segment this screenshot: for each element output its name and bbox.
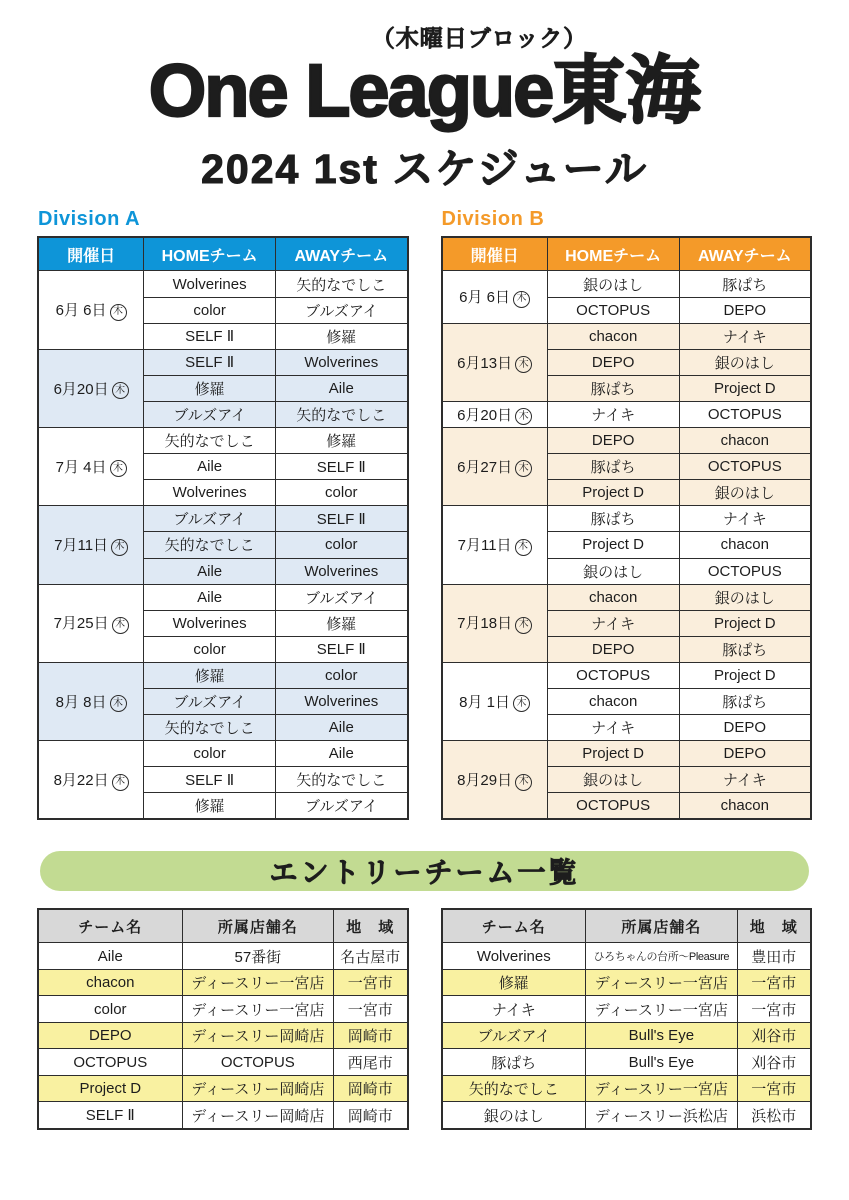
home-team-cell: ナイキ <box>547 715 679 741</box>
date-group <box>442 271 812 323</box>
entry-table-left <box>37 908 409 1130</box>
region-cell: 岡崎市 <box>334 1022 408 1049</box>
entry-table-body <box>442 943 812 1129</box>
division-b-section <box>441 208 813 820</box>
date-text: 7月11日 <box>457 537 512 555</box>
date-col-header: 開催日 <box>38 237 144 271</box>
date-group <box>38 349 408 427</box>
date-text: 6月13日 <box>457 354 513 372</box>
home-team-cell: 矢的なでしこ <box>144 532 276 558</box>
region-cell: 豊田市 <box>737 943 811 970</box>
away-team-cell: ブルズアイ <box>276 584 408 610</box>
home-team-cell: SELF Ⅱ <box>144 767 276 793</box>
team-name-cell: color <box>38 996 182 1023</box>
date-group <box>442 584 812 662</box>
date-group <box>442 428 812 506</box>
home-team-cell: color <box>144 297 276 323</box>
away-team-cell: 豚ぱち <box>679 271 811 297</box>
team-row <box>38 1049 408 1076</box>
entry-section <box>0 908 849 1130</box>
home-team-cell: Wolverines <box>144 480 276 506</box>
away-team-cell: 銀のはし <box>679 349 811 375</box>
match-row <box>442 401 812 427</box>
date-cell <box>442 506 548 584</box>
team-row <box>38 943 408 970</box>
region-cell: 一宮市 <box>334 969 408 996</box>
home-team-cell: ブルズアイ <box>144 506 276 532</box>
date-cell <box>442 323 548 401</box>
store-name-cell: Bull's Eye <box>586 1049 737 1076</box>
date-cell <box>38 741 144 820</box>
date-group <box>38 506 408 584</box>
date-cell <box>38 271 144 349</box>
date-cell <box>38 662 144 740</box>
region-col-header: 地 域 <box>737 909 811 943</box>
away-team-cell: Project D <box>679 610 811 636</box>
thursday-circle-icon: 木 <box>110 695 127 712</box>
schedule-table-head <box>38 237 408 271</box>
team-col-header: チーム名 <box>38 909 182 943</box>
block-note: （木曜日ブロック） <box>371 25 588 51</box>
team-row <box>38 969 408 996</box>
match-row <box>38 428 408 454</box>
home-team-cell: ナイキ <box>547 401 679 427</box>
match-row <box>442 741 812 767</box>
thursday-circle-icon: 木 <box>515 356 532 373</box>
away-team-cell: chacon <box>679 428 811 454</box>
thursday-circle-icon: 木 <box>112 382 129 399</box>
date-text: 7月18日 <box>457 615 513 633</box>
home-team-cell: chacon <box>547 584 679 610</box>
home-team-cell: ブルズアイ <box>144 401 276 427</box>
home-team-cell: ナイキ <box>547 610 679 636</box>
away-team-cell: SELF Ⅱ <box>276 636 408 662</box>
region-cell: 西尾市 <box>334 1049 408 1076</box>
team-name-cell: DEPO <box>38 1022 182 1049</box>
team-row <box>442 1022 812 1049</box>
entry-banner <box>40 851 809 891</box>
date-cell <box>38 428 144 506</box>
subtitle: 2024 1st スケジュール <box>201 146 648 193</box>
away-team-cell: Aile <box>276 715 408 741</box>
home-col-header: HOMEチーム <box>144 237 276 271</box>
header-row <box>38 237 408 271</box>
date-group <box>38 428 408 506</box>
store-name-cell: ディースリー一宮店 <box>586 1075 737 1102</box>
home-team-cell: OCTOPUS <box>547 297 679 323</box>
store-name-cell: ディースリー浜松店 <box>586 1102 737 1129</box>
away-team-cell: Project D <box>679 662 811 688</box>
thursday-circle-icon: 木 <box>515 460 532 477</box>
team-name-cell: Project D <box>38 1075 182 1102</box>
away-team-cell: 矢的なでしこ <box>276 271 408 297</box>
away-team-cell: 豚ぱち <box>679 688 811 714</box>
home-team-cell: DEPO <box>547 349 679 375</box>
away-team-cell: chacon <box>679 793 811 820</box>
entry-table-right <box>441 908 813 1130</box>
team-row <box>442 1075 812 1102</box>
thursday-circle-icon: 木 <box>513 291 530 308</box>
date-group <box>38 271 408 349</box>
away-team-cell: Wolverines <box>276 349 408 375</box>
match-row <box>442 323 812 349</box>
region-cell: 岡崎市 <box>334 1102 408 1129</box>
region-cell: 浜松市 <box>737 1102 811 1129</box>
region-cell: 一宮市 <box>737 969 811 996</box>
home-team-cell: Aile <box>144 558 276 584</box>
away-team-cell: 修羅 <box>276 610 408 636</box>
home-team-cell: SELF Ⅱ <box>144 323 276 349</box>
date-group <box>442 323 812 401</box>
team-name-cell: Aile <box>38 943 182 970</box>
away-team-cell: 矢的なでしこ <box>276 767 408 793</box>
region-cell: 刈谷市 <box>737 1049 811 1076</box>
poster-header <box>0 0 849 195</box>
match-row <box>442 271 812 297</box>
match-row <box>38 349 408 375</box>
away-team-cell: Aile <box>276 375 408 401</box>
away-team-cell: DEPO <box>679 715 811 741</box>
home-team-cell: DEPO <box>547 636 679 662</box>
home-team-cell: color <box>144 636 276 662</box>
date-cell <box>442 662 548 740</box>
thursday-circle-icon: 木 <box>515 539 532 556</box>
header-row <box>442 237 812 271</box>
date-cell <box>38 506 144 584</box>
store-name-cell: ディースリー一宮店 <box>586 996 737 1023</box>
date-text: 8月29日 <box>457 772 513 790</box>
match-row <box>38 271 408 297</box>
team-row <box>38 1022 408 1049</box>
store-name-cell: ディースリー岡崎店 <box>182 1075 333 1102</box>
division-a-label: Division A <box>38 208 141 231</box>
away-team-cell: 矢的なでしこ <box>276 401 408 427</box>
match-row <box>442 662 812 688</box>
away-team-cell: DEPO <box>679 741 811 767</box>
away-team-cell: OCTOPUS <box>679 558 811 584</box>
away-col-header: AWAYチーム <box>679 237 811 271</box>
page-title <box>0 49 849 132</box>
match-row <box>38 584 408 610</box>
thursday-circle-icon: 木 <box>515 617 532 634</box>
match-row <box>442 506 812 532</box>
team-row <box>38 1102 408 1129</box>
entry-table-body <box>38 943 408 1129</box>
thursday-circle-icon: 木 <box>112 617 129 634</box>
date-text: 8月 8日 <box>55 693 107 711</box>
store-name-cell: ディースリー一宮店 <box>586 969 737 996</box>
home-team-cell: color <box>144 741 276 767</box>
team-row <box>38 1075 408 1102</box>
home-team-cell: chacon <box>547 688 679 714</box>
date-cell <box>442 271 548 323</box>
away-team-cell: ナイキ <box>679 506 811 532</box>
match-row <box>38 662 408 688</box>
match-row <box>442 428 812 454</box>
team-name-cell: 矢的なでしこ <box>442 1075 586 1102</box>
team-name-cell: 豚ぱち <box>442 1049 586 1076</box>
date-text: 6月 6日 <box>55 302 107 320</box>
home-team-cell: 銀のはし <box>547 558 679 584</box>
store-name-cell: ディースリー一宮店 <box>182 969 333 996</box>
date-cell <box>38 584 144 662</box>
home-team-cell: OCTOPUS <box>547 662 679 688</box>
home-team-cell: Project D <box>547 480 679 506</box>
date-text: 8月22日 <box>53 772 109 790</box>
away-team-cell: Wolverines <box>276 688 408 714</box>
home-team-cell: chacon <box>547 323 679 349</box>
team-name-cell: chacon <box>38 969 182 996</box>
away-team-cell: OCTOPUS <box>679 454 811 480</box>
team-name-cell: 修羅 <box>442 969 586 996</box>
header-row <box>442 909 812 943</box>
team-row <box>442 943 812 970</box>
team-row <box>442 969 812 996</box>
team-name-cell: ナイキ <box>442 996 586 1023</box>
team-name-cell: SELF Ⅱ <box>38 1102 182 1129</box>
schedule-section <box>0 208 849 820</box>
date-text: 7月 4日 <box>55 458 107 476</box>
region-cell: 岡崎市 <box>334 1075 408 1102</box>
home-team-cell: 銀のはし <box>547 271 679 297</box>
date-group <box>442 662 812 740</box>
title-cjk: 東海 <box>552 49 701 132</box>
store-name-cell: OCTOPUS <box>182 1049 333 1076</box>
home-team-cell: Aile <box>144 454 276 480</box>
date-text: 7月25日 <box>53 615 109 633</box>
thursday-circle-icon: 木 <box>111 539 128 556</box>
store-name-cell: Bull's Eye <box>586 1022 737 1049</box>
date-group <box>442 741 812 820</box>
store-name-cell: 57番街 <box>182 943 333 970</box>
store-name-cell: ひろちゃんの台所～Pleasure <box>586 943 737 970</box>
home-team-cell: 銀のはし <box>547 767 679 793</box>
home-team-cell: OCTOPUS <box>547 793 679 820</box>
entry-banner-label: エントリーチーム一覧 <box>269 857 580 889</box>
team-row <box>442 996 812 1023</box>
thursday-circle-icon: 木 <box>112 774 129 791</box>
title-latin: One League <box>148 49 553 132</box>
date-col-header: 開催日 <box>442 237 548 271</box>
date-group <box>38 662 408 740</box>
date-cell <box>442 401 548 427</box>
team-name-cell: Wolverines <box>442 943 586 970</box>
home-team-cell: 豚ぱち <box>547 506 679 532</box>
away-team-cell: ナイキ <box>679 767 811 793</box>
store-name-cell: ディースリー岡崎店 <box>182 1102 333 1129</box>
thursday-circle-icon: 木 <box>110 460 127 477</box>
match-row <box>38 741 408 767</box>
away-team-cell: Project D <box>679 375 811 401</box>
region-cell: 名古屋市 <box>334 943 408 970</box>
date-text: 8月 1日 <box>459 693 511 711</box>
away-team-cell: SELF Ⅱ <box>276 454 408 480</box>
team-name-cell: ブルズアイ <box>442 1022 586 1049</box>
date-text: 6月20日 <box>53 380 109 398</box>
team-row <box>442 1049 812 1076</box>
date-group <box>38 584 408 662</box>
thursday-circle-icon: 木 <box>513 695 530 712</box>
team-name-cell: OCTOPUS <box>38 1049 182 1076</box>
away-team-cell: chacon <box>679 532 811 558</box>
store-name-cell: ディースリー岡崎店 <box>182 1022 333 1049</box>
store-col-header: 所属店舗名 <box>182 909 333 943</box>
home-team-cell: Wolverines <box>144 271 276 297</box>
home-team-cell: Project D <box>547 741 679 767</box>
entry-table-head <box>38 909 408 943</box>
date-cell <box>442 741 548 820</box>
date-cell <box>442 428 548 506</box>
away-team-cell: 修羅 <box>276 323 408 349</box>
match-row <box>38 506 408 532</box>
away-team-cell: 銀のはし <box>679 480 811 506</box>
home-team-cell: SELF Ⅱ <box>144 349 276 375</box>
date-text: 6月 6日 <box>459 289 511 307</box>
team-col-header: チーム名 <box>442 909 586 943</box>
home-team-cell: 豚ぱち <box>547 454 679 480</box>
home-team-cell: ブルズアイ <box>144 688 276 714</box>
home-team-cell: 豚ぱち <box>547 375 679 401</box>
date-text: 7月11日 <box>54 537 109 555</box>
home-col-header: HOMEチーム <box>547 237 679 271</box>
region-cell: 一宮市 <box>334 996 408 1023</box>
home-team-cell: 修羅 <box>144 375 276 401</box>
entry-table-head <box>442 909 812 943</box>
schedule-table-head <box>442 237 812 271</box>
away-team-cell: 豚ぱち <box>679 636 811 662</box>
thursday-circle-icon: 木 <box>515 408 532 425</box>
away-team-cell: color <box>276 480 408 506</box>
away-team-cell: SELF Ⅱ <box>276 506 408 532</box>
store-name-cell: ディースリー一宮店 <box>182 996 333 1023</box>
home-team-cell: Aile <box>144 584 276 610</box>
division-b-label: Division B <box>441 208 545 231</box>
thursday-circle-icon: 木 <box>110 304 127 321</box>
home-team-cell: DEPO <box>547 428 679 454</box>
home-team-cell: 矢的なでしこ <box>144 715 276 741</box>
away-team-cell: Wolverines <box>276 558 408 584</box>
home-team-cell: Project D <box>547 532 679 558</box>
away-team-cell: color <box>276 662 408 688</box>
home-team-cell: 修羅 <box>144 662 276 688</box>
away-team-cell: 銀のはし <box>679 584 811 610</box>
home-team-cell: Wolverines <box>144 610 276 636</box>
away-team-cell: color <box>276 532 408 558</box>
away-team-cell: ブルズアイ <box>276 297 408 323</box>
home-team-cell: 矢的なでしこ <box>144 428 276 454</box>
region-cell: 一宮市 <box>737 996 811 1023</box>
date-group <box>442 401 812 427</box>
away-team-cell: DEPO <box>679 297 811 323</box>
date-text: 6月27日 <box>457 458 513 476</box>
date-text: 6月20日 <box>457 406 513 424</box>
home-team-cell: 修羅 <box>144 793 276 820</box>
thursday-circle-icon: 木 <box>515 774 532 791</box>
team-row <box>442 1102 812 1129</box>
store-col-header: 所属店舗名 <box>586 909 737 943</box>
away-team-cell: 修羅 <box>276 428 408 454</box>
date-cell <box>38 349 144 427</box>
date-cell <box>442 584 548 662</box>
division-a-table <box>37 236 409 820</box>
division-a-section <box>37 208 409 820</box>
team-name-cell: 銀のはし <box>442 1102 586 1129</box>
region-col-header: 地 域 <box>334 909 408 943</box>
header-row <box>38 909 408 943</box>
away-team-cell: Aile <box>276 741 408 767</box>
region-cell: 一宮市 <box>737 1075 811 1102</box>
away-col-header: AWAYチーム <box>276 237 408 271</box>
date-group <box>442 506 812 584</box>
match-row <box>442 584 812 610</box>
date-group <box>38 741 408 820</box>
team-row <box>38 996 408 1023</box>
division-b-table <box>441 236 813 820</box>
away-team-cell: ブルズアイ <box>276 793 408 820</box>
away-team-cell: OCTOPUS <box>679 401 811 427</box>
region-cell: 刈谷市 <box>737 1022 811 1049</box>
away-team-cell: ナイキ <box>679 323 811 349</box>
